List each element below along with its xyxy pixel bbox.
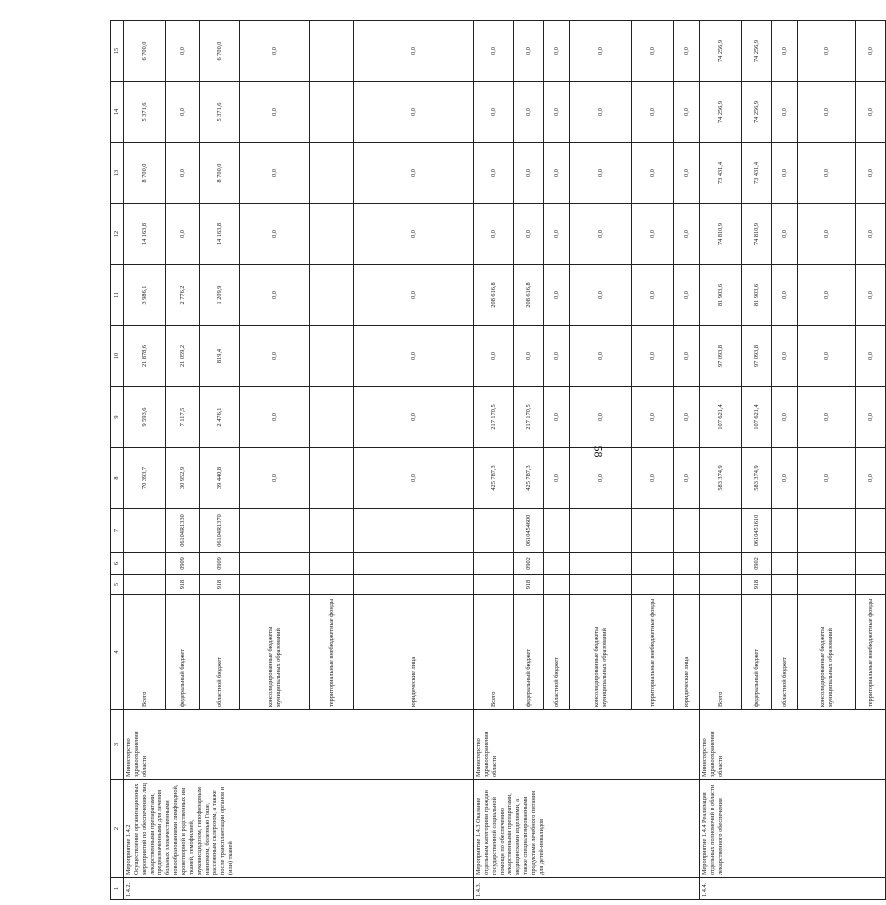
amount-cell: 0,0	[772, 326, 798, 387]
amount-cell: 0,0	[570, 21, 632, 82]
amount-cell	[310, 204, 354, 265]
amount-cell: 0,0	[856, 448, 886, 509]
amount-cell: 0,0	[798, 82, 856, 143]
amount-cell	[310, 82, 354, 143]
amount-cell: 81 903,6	[700, 265, 742, 326]
target-article-cell	[570, 509, 632, 553]
amount-cell: 0,0	[798, 387, 856, 448]
grbs-code-cell	[240, 575, 310, 595]
amount-cell: 0,0	[240, 82, 310, 143]
amount-cell: 0,0	[166, 143, 200, 204]
amount-cell: 74 256,9	[700, 82, 742, 143]
column-number-cell: 5	[111, 575, 124, 595]
amount-cell: 0,0	[570, 326, 632, 387]
grbs-code-cell	[570, 575, 632, 595]
table-body	[124, 21, 886, 900]
amount-cell: 0,0	[856, 82, 886, 143]
amount-cell: 73 431,4	[700, 143, 742, 204]
amount-cell: 74 256,9	[742, 21, 772, 82]
amount-cell: 0,0	[798, 448, 856, 509]
amount-cell: 0,0	[240, 204, 310, 265]
amount-cell: 0,0	[570, 387, 632, 448]
column-number-cell: 7	[111, 509, 124, 553]
amount-cell: 0,0	[856, 143, 886, 204]
amount-cell: 0,0	[570, 204, 632, 265]
amount-cell: 0,0	[772, 387, 798, 448]
amount-cell: 107 621,4	[700, 387, 742, 448]
target-article-cell	[700, 509, 742, 553]
funding-source-cell: областной бюджет	[200, 595, 240, 710]
target-article-cell: 06104R1370	[200, 509, 240, 553]
amount-cell: 0,0	[166, 21, 200, 82]
grbs-code-cell: 918	[742, 575, 772, 595]
amount-cell: 0,0	[772, 21, 798, 82]
amount-cell: 0,0	[632, 143, 674, 204]
funding-source-cell: федеральный бюджет	[514, 595, 544, 710]
amount-cell: 0,0	[856, 326, 886, 387]
column-number-cell: 8	[111, 448, 124, 509]
page-number: 58	[591, 445, 606, 458]
amount-cell: 0,0	[354, 82, 474, 143]
amount-cell: 0,0	[674, 265, 700, 326]
amount-cell: 0,0	[544, 21, 570, 82]
funding-source-cell: федеральный бюджет	[166, 595, 200, 710]
amount-cell: 0,0	[772, 204, 798, 265]
amount-cell: 5 371,6	[200, 82, 240, 143]
amount-cell: 0,0	[674, 448, 700, 509]
amount-cell: 0,0	[798, 143, 856, 204]
amount-cell: 0,0	[632, 265, 674, 326]
amount-cell: 3 986,1	[124, 265, 166, 326]
amount-cell: 0,0	[354, 387, 474, 448]
section-code-cell: 0909	[166, 553, 200, 575]
column-number-cell: 4	[111, 595, 124, 710]
amount-cell: 0,0	[798, 21, 856, 82]
amount-cell: 6 700,0	[200, 21, 240, 82]
amount-cell: 0,0	[570, 448, 632, 509]
item-number-cell: 1.4.4.	[700, 878, 886, 900]
column-number-cell: 14	[111, 82, 124, 143]
section-code-cell	[798, 553, 856, 575]
amount-cell: 74 810,9	[742, 204, 772, 265]
activity-title-cell: Мероприятие 1.4.2 Осуществление организационных мероприятий по обеспечению лиц лекарственными препаратами, предназначенными для лечения больных злокачественными новообразованиями лимфоидной, кроветворной и родственных им тканей, гемофилией, муковисцидозом, гипофизарным нанизмом, болезнью Гоше, рассеянным склерозом, а также после трансплантации органов и (или) тканей	[124, 780, 474, 878]
amount-cell: 0,0	[354, 204, 474, 265]
grbs-code-cell	[856, 575, 886, 595]
funding-source-cell: консолидированные бюджеты муниципальных образований	[240, 595, 310, 710]
section-code-cell	[674, 553, 700, 575]
amount-cell	[310, 21, 354, 82]
item-number-cell: 1.4.3.	[474, 878, 700, 900]
amount-cell: 425 787,3	[474, 448, 514, 509]
target-article-cell	[674, 509, 700, 553]
executor-cell: Министерство здравоохранения области	[124, 710, 474, 780]
column-number-cell: 15	[111, 21, 124, 82]
amount-cell: 14 163,8	[200, 204, 240, 265]
amount-cell: 0,0	[632, 387, 674, 448]
amount-cell: 0,0	[240, 448, 310, 509]
amount-cell: 0,0	[354, 265, 474, 326]
funding-source-cell: юридические лица	[674, 595, 700, 710]
amount-cell: 21 059,2	[166, 326, 200, 387]
amount-cell: 0,0	[544, 82, 570, 143]
amount-cell	[310, 448, 354, 509]
amount-cell: 0,0	[856, 204, 886, 265]
amount-cell: 0,0	[772, 143, 798, 204]
grbs-code-cell: 918	[514, 575, 544, 595]
section-code-cell	[310, 553, 354, 575]
amount-cell: 0,0	[856, 21, 886, 82]
grbs-code-cell	[700, 575, 742, 595]
executor-cell: Министерство здравоохранения области	[474, 710, 700, 780]
section-code-cell	[240, 553, 310, 575]
amount-cell: 0,0	[798, 326, 856, 387]
amount-cell: 208 616,8	[474, 265, 514, 326]
target-article-cell	[310, 509, 354, 553]
amount-cell: 0,0	[772, 265, 798, 326]
amount-cell: 0,0	[674, 387, 700, 448]
amount-cell: 74 810,9	[700, 204, 742, 265]
amount-cell: 74 256,9	[700, 21, 742, 82]
amount-cell: 0,0	[514, 326, 544, 387]
amount-cell: 74 256,9	[742, 82, 772, 143]
section-code-cell: 0902	[742, 553, 772, 575]
amount-cell: 0,0	[240, 21, 310, 82]
grbs-code-cell	[772, 575, 798, 595]
amount-cell: 14 163,8	[124, 204, 166, 265]
amount-cell: 107 621,4	[742, 387, 772, 448]
column-number-cell: 13	[111, 143, 124, 204]
amount-cell: 0,0	[544, 265, 570, 326]
amount-cell: 0,0	[354, 326, 474, 387]
amount-cell: 0,0	[570, 265, 632, 326]
amount-cell: 0,0	[632, 21, 674, 82]
amount-cell: 39 440,8	[200, 448, 240, 509]
amount-cell: 0,0	[632, 82, 674, 143]
section-code-cell	[856, 553, 886, 575]
amount-cell: 0,0	[856, 265, 886, 326]
amount-cell: 97 093,8	[700, 326, 742, 387]
amount-cell: 0,0	[514, 21, 544, 82]
target-article-cell	[124, 509, 166, 553]
amount-cell: 5 371,6	[124, 82, 166, 143]
amount-cell: 0,0	[240, 326, 310, 387]
amount-cell: 8 700,0	[124, 143, 166, 204]
funding-source-cell: Всего	[474, 595, 514, 710]
target-article-cell: 06104R1330	[166, 509, 200, 553]
amount-cell: 208 616,8	[514, 265, 544, 326]
section-code-cell	[124, 553, 166, 575]
grbs-code-cell: 918	[200, 575, 240, 595]
amount-cell: 73 431,4	[742, 143, 772, 204]
target-article-cell: 0610454600	[514, 509, 544, 553]
section-code-cell	[570, 553, 632, 575]
amount-cell: 0,0	[240, 387, 310, 448]
amount-cell: 0,0	[674, 21, 700, 82]
column-number-cell: 1	[111, 878, 124, 900]
amount-cell: 217 170,5	[514, 387, 544, 448]
amount-cell: 0,0	[474, 326, 514, 387]
amount-cell: 0,0	[354, 143, 474, 204]
table-row	[124, 21, 166, 900]
amount-cell: 0,0	[514, 204, 544, 265]
grbs-code-cell	[354, 575, 474, 595]
amount-cell	[310, 265, 354, 326]
amount-cell: 583 374,9	[742, 448, 772, 509]
executor-cell: Министерство здравоохранения области	[700, 710, 886, 780]
target-article-cell	[474, 509, 514, 553]
amount-cell: 0,0	[674, 204, 700, 265]
funding-source-cell: юридические лица	[354, 595, 474, 710]
target-article-cell	[632, 509, 674, 553]
funding-source-cell: Всего	[124, 595, 166, 710]
amount-cell: 0,0	[354, 448, 474, 509]
amount-cell: 0,0	[544, 448, 570, 509]
amount-cell	[310, 143, 354, 204]
activity-title-cell: Мероприятие 1.4.4 Реализация отдельных полномочий в области лекарственного обеспечения	[700, 780, 886, 878]
section-code-cell	[354, 553, 474, 575]
target-article-cell	[856, 509, 886, 553]
budget-table	[110, 20, 886, 900]
funding-source-cell: федеральный бюджет	[742, 595, 772, 710]
funding-source-cell: территориальные внебюджетные фонды	[856, 595, 886, 710]
amount-cell: 30 952,9	[166, 448, 200, 509]
section-code-cell	[772, 553, 798, 575]
grbs-code-cell	[544, 575, 570, 595]
grbs-code-cell	[474, 575, 514, 595]
section-code-cell	[700, 553, 742, 575]
column-number-cell: 3	[111, 710, 124, 780]
amount-cell: 2 776,2	[166, 265, 200, 326]
column-number-cell: 11	[111, 265, 124, 326]
table-row	[474, 21, 514, 900]
item-number-cell: 1.4.2.	[124, 878, 474, 900]
grbs-code-cell	[632, 575, 674, 595]
section-code-cell	[544, 553, 570, 575]
amount-cell: 9 593,6	[124, 387, 166, 448]
amount-cell: 0,0	[674, 143, 700, 204]
amount-cell: 0,0	[474, 21, 514, 82]
target-article-cell: 0610451610	[742, 509, 772, 553]
amount-cell: 217 170,5	[474, 387, 514, 448]
amount-cell: 0,0	[474, 143, 514, 204]
grbs-code-cell	[310, 575, 354, 595]
column-number-cell: 9	[111, 387, 124, 448]
target-article-cell	[544, 509, 570, 553]
amount-cell: 0,0	[632, 204, 674, 265]
amount-cell: 0,0	[544, 387, 570, 448]
amount-cell: 0,0	[544, 326, 570, 387]
funding-source-cell: областной бюджет	[544, 595, 570, 710]
amount-cell: 0,0	[772, 448, 798, 509]
funding-source-cell: областной бюджет	[772, 595, 798, 710]
amount-cell: 0,0	[474, 82, 514, 143]
amount-cell: 0,0	[354, 21, 474, 82]
section-code-cell: 0909	[200, 553, 240, 575]
amount-cell: 0,0	[570, 82, 632, 143]
grbs-code-cell	[124, 575, 166, 595]
section-code-cell	[474, 553, 514, 575]
section-code-cell	[632, 553, 674, 575]
column-number-header-row	[111, 21, 124, 900]
amount-cell: 1 209,9	[200, 265, 240, 326]
funding-source-cell: Всего	[700, 595, 742, 710]
target-article-cell	[354, 509, 474, 553]
amount-cell: 583 374,9	[700, 448, 742, 509]
amount-cell: 0,0	[632, 448, 674, 509]
amount-cell: 0,0	[166, 204, 200, 265]
amount-cell: 0,0	[674, 326, 700, 387]
amount-cell: 6 700,0	[124, 21, 166, 82]
amount-cell: 8 700,0	[200, 143, 240, 204]
funding-source-cell: территориальные внебюджетные фонды	[632, 595, 674, 710]
column-number-cell: 10	[111, 326, 124, 387]
amount-cell: 425 787,3	[514, 448, 544, 509]
amount-cell: 0,0	[544, 204, 570, 265]
amount-cell: 0,0	[544, 143, 570, 204]
target-article-cell	[240, 509, 310, 553]
amount-cell: 97 093,8	[742, 326, 772, 387]
grbs-code-cell: 918	[166, 575, 200, 595]
amount-cell: 0,0	[514, 82, 544, 143]
amount-cell: 0,0	[514, 143, 544, 204]
section-code-cell: 0902	[514, 553, 544, 575]
amount-cell: 70 393,7	[124, 448, 166, 509]
table-row	[700, 21, 742, 900]
amount-cell: 0,0	[240, 265, 310, 326]
amount-cell	[310, 387, 354, 448]
activity-title-cell: Мероприятие 1.4.3 Оказание отдельным категориям граждан государственной социальной помощи по обеспечению лекарственными препаратами, медицинскими изделиями, а также специализированными продуктами лечебного питания для детей-инвалидов	[474, 780, 700, 878]
amount-cell: 2 476,1	[200, 387, 240, 448]
amount-cell: 0,0	[166, 82, 200, 143]
amount-cell: 7 117,5	[166, 387, 200, 448]
amount-cell: 21 878,6	[124, 326, 166, 387]
column-number-cell: 12	[111, 204, 124, 265]
amount-cell: 0,0	[240, 143, 310, 204]
funding-source-cell: консолидированные бюджеты муниципальных образований	[570, 595, 632, 710]
amount-cell	[310, 326, 354, 387]
amount-cell: 0,0	[798, 265, 856, 326]
grbs-code-cell	[798, 575, 856, 595]
rotated-table-area	[110, 20, 874, 900]
funding-source-cell: территориальные внебюджетные фонды	[310, 595, 354, 710]
amount-cell: 0,0	[570, 143, 632, 204]
funding-source-cell: консолидированные бюджеты муниципальных образований	[798, 595, 856, 710]
grbs-code-cell	[674, 575, 700, 595]
column-number-cell: 2	[111, 780, 124, 878]
amount-cell: 0,0	[772, 82, 798, 143]
amount-cell: 81 903,6	[742, 265, 772, 326]
column-number-cell: 6	[111, 553, 124, 575]
amount-cell: 0,0	[632, 326, 674, 387]
amount-cell: 0,0	[474, 204, 514, 265]
amount-cell: 0,0	[674, 82, 700, 143]
amount-cell: 819,4	[200, 326, 240, 387]
target-article-cell	[772, 509, 798, 553]
target-article-cell	[798, 509, 856, 553]
amount-cell: 0,0	[856, 387, 886, 448]
amount-cell: 0,0	[798, 204, 856, 265]
